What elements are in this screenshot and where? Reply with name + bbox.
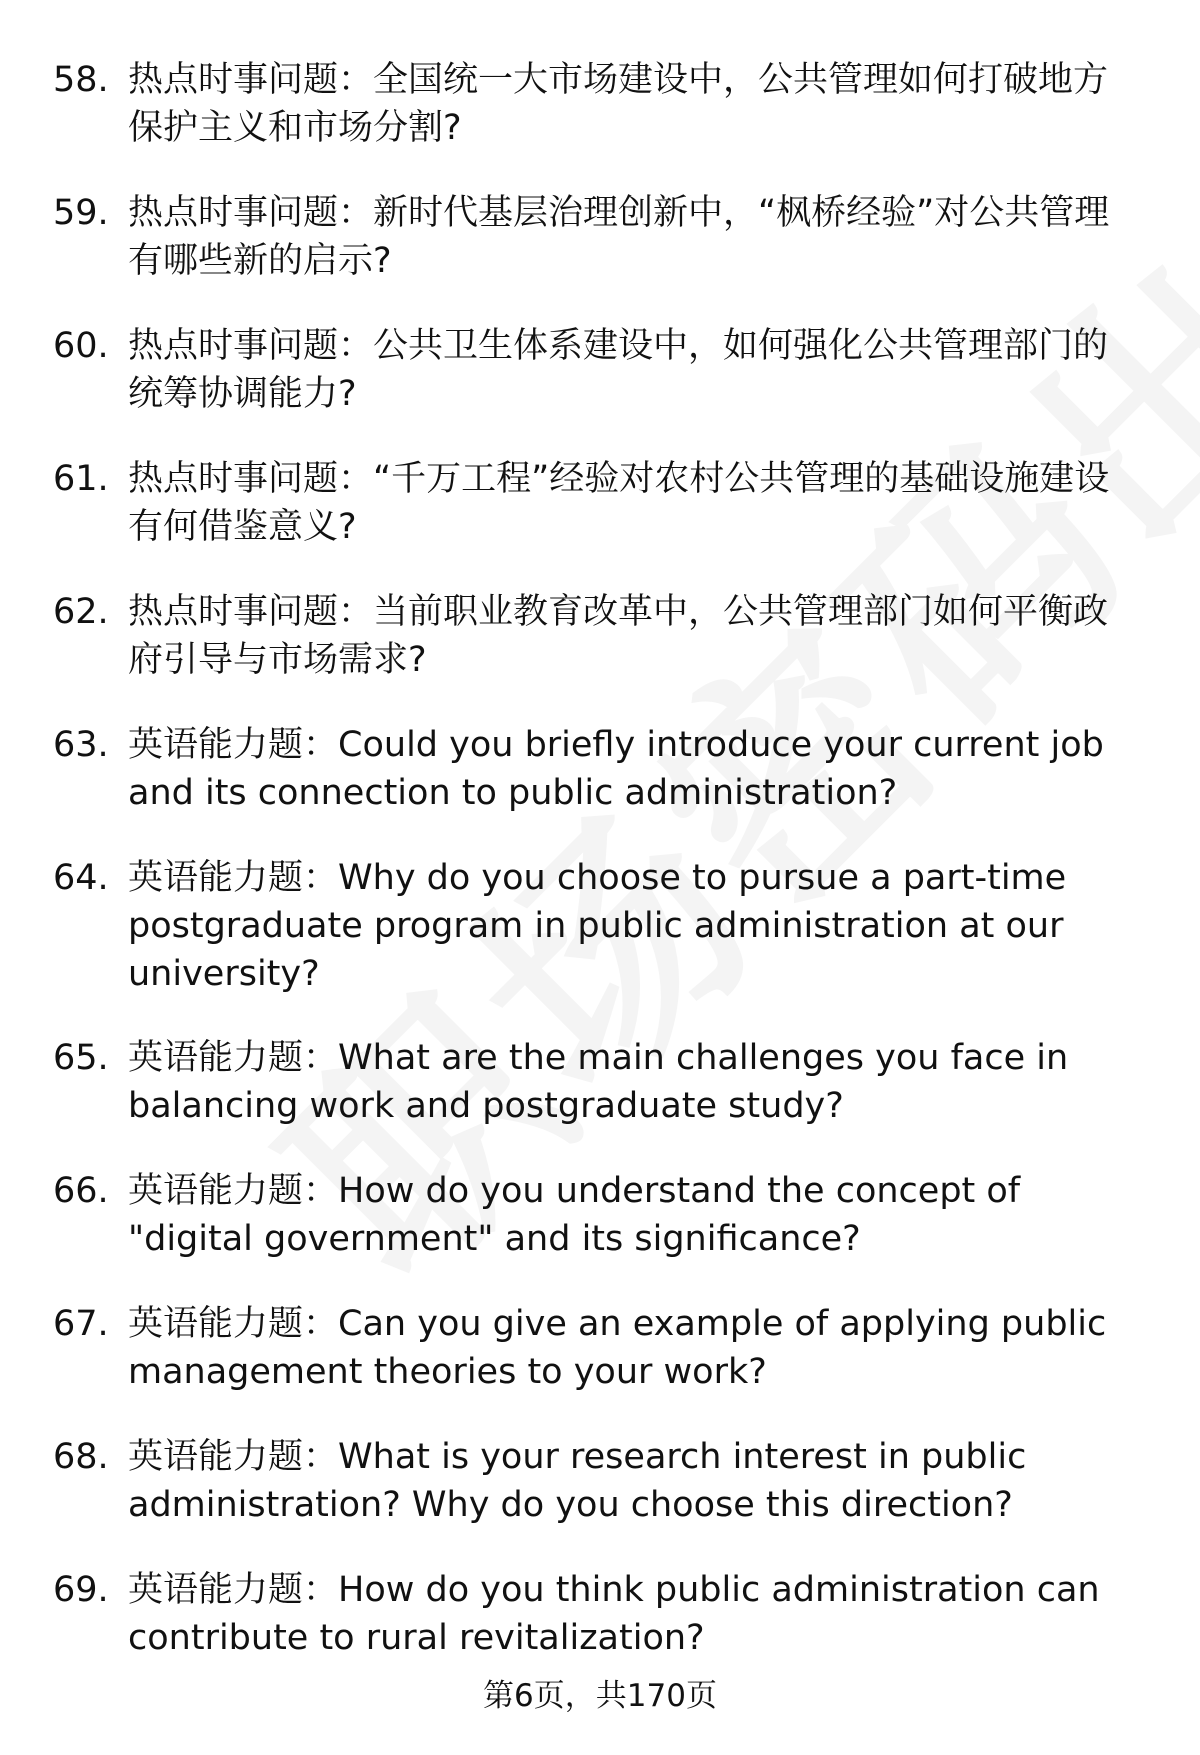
- question-number: 65.: [53, 1038, 109, 1078]
- category-separator: ：: [303, 1304, 339, 1344]
- question-item: [0, 721, 1200, 854]
- question-body: How do you understand the concept of "digital government" and its significance?: [128, 1171, 1021, 1259]
- question-item: [0, 1433, 1200, 1566]
- question-text: [128, 1566, 1138, 1662]
- question-text: [128, 1034, 1138, 1130]
- question-text: [128, 588, 1138, 684]
- question-body: 新时代基层治理创新中，“枫桥经验”对公共管理有哪些新的启示?: [128, 193, 1110, 281]
- question-body: 公共卫生体系建设中，如何强化公共管理部门的统筹协调能力?: [128, 326, 1109, 414]
- question-body: What are the main challenges you face in balancing work and postgraduate study?: [128, 1038, 1069, 1126]
- question-number: 69.: [53, 1570, 109, 1610]
- category-separator: ：: [303, 1570, 339, 1610]
- category-separator: ：: [303, 1437, 339, 1477]
- question-category: 英语能力题: [128, 858, 304, 898]
- question-text: [128, 1300, 1138, 1396]
- question-text: [128, 189, 1138, 285]
- question-category: 英语能力题: [128, 1570, 304, 1610]
- category-separator: ：: [303, 725, 339, 765]
- category-separator: ：: [338, 592, 374, 632]
- question-item: [0, 854, 1200, 1034]
- question-body: “千万工程”经验对农村公共管理的基础设施建设有何借鉴意义?: [128, 459, 1110, 547]
- question-text: [128, 56, 1138, 152]
- question-text: [128, 1433, 1138, 1529]
- question-number: 67.: [53, 1304, 109, 1344]
- question-category: 英语能力题: [128, 725, 304, 765]
- category-separator: ：: [338, 459, 374, 499]
- question-category: 热点时事问题: [128, 459, 339, 499]
- question-item: [0, 1167, 1200, 1300]
- question-body: What is your research interest in public administration? Why do you choose this direction?: [128, 1437, 1027, 1525]
- question-item: [0, 56, 1200, 189]
- question-body: Could you briefly introduce your current job and its connection to public administration?: [128, 725, 1104, 813]
- question-text: [128, 721, 1138, 817]
- question-text: [128, 322, 1138, 418]
- question-item: [0, 455, 1200, 588]
- question-item: [0, 588, 1200, 721]
- question-body: 当前职业教育改革中，公共管理部门如何平衡政府引导与市场需求?: [128, 592, 1109, 680]
- question-category: 热点时事问题: [128, 592, 339, 632]
- category-separator: ：: [338, 193, 374, 233]
- question-category: 热点时事问题: [128, 193, 339, 233]
- category-separator: ：: [303, 1038, 339, 1078]
- question-item: [0, 322, 1200, 455]
- question-category: 英语能力题: [128, 1304, 304, 1344]
- question-item: [0, 1034, 1200, 1167]
- question-body: 全国统一大市场建设中，公共管理如何打破地方保护主义和市场分割?: [128, 60, 1109, 148]
- question-category: 英语能力题: [128, 1038, 304, 1078]
- question-number: 59.: [53, 193, 109, 233]
- question-item: [0, 1300, 1200, 1433]
- question-number: 62.: [53, 592, 109, 632]
- question-text: [128, 455, 1138, 551]
- category-separator: ：: [338, 60, 374, 100]
- question-item: [0, 189, 1200, 322]
- question-number: 58.: [53, 60, 109, 100]
- question-number: 64.: [53, 858, 109, 898]
- page-footer: 第6页，共170页: [483, 1678, 717, 1714]
- question-body: How do you think public administration can contribute to rural revitalization?: [128, 1570, 1100, 1658]
- question-category: 英语能力题: [128, 1171, 304, 1211]
- question-number: 63.: [53, 725, 109, 765]
- question-number: 61.: [53, 459, 109, 499]
- question-category: 热点时事问题: [128, 60, 339, 100]
- question-category: 热点时事问题: [128, 326, 339, 366]
- question-body: Can you give an example of applying public management theories to your work?: [128, 1304, 1107, 1392]
- category-separator: ：: [303, 858, 339, 898]
- question-text: [128, 1167, 1138, 1263]
- question-body: Why do you choose to pursue a part-time postgraduate program in public administration at our university?: [128, 858, 1067, 994]
- question-number: 66.: [53, 1171, 109, 1211]
- question-number: 68.: [53, 1437, 109, 1477]
- category-separator: ：: [338, 326, 374, 366]
- question-list: [0, 56, 1200, 1699]
- category-separator: ：: [303, 1171, 339, 1211]
- question-number: 60.: [53, 326, 109, 366]
- question-text: [128, 854, 1138, 998]
- question-category: 英语能力题: [128, 1437, 304, 1477]
